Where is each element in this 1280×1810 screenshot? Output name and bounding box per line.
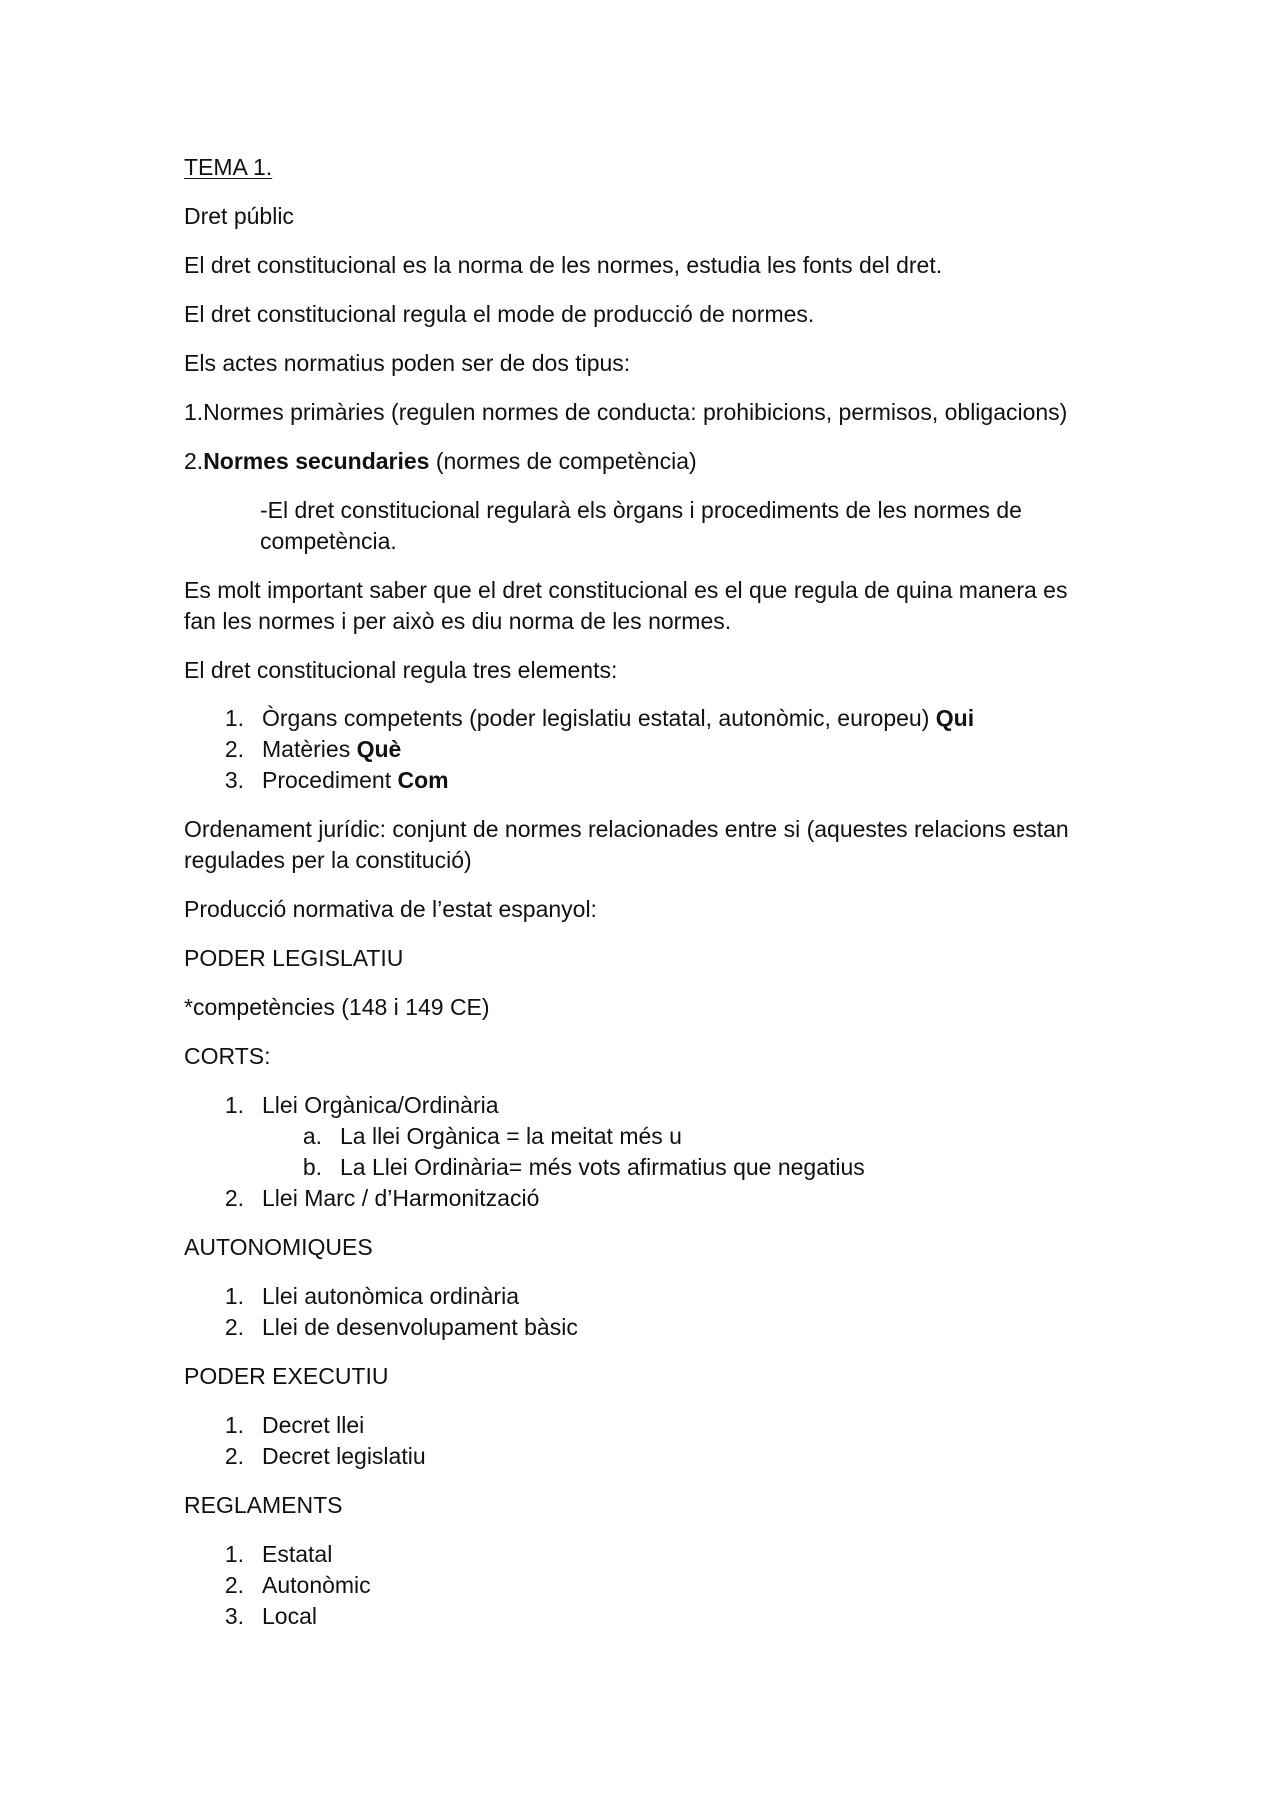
list-item — [184, 703, 1084, 734]
list-text: Òrgans competents (poder legislatiu estatal, autonòmic, europeu) — [262, 705, 936, 731]
list-item — [184, 734, 1084, 765]
list-item — [184, 1312, 1084, 1343]
paragraph-6-line-1: -El dret constitucional regularà els òrgans i procediments de les normes de — [260, 497, 1022, 523]
paragraph-9-line-2: regulades per la constitució) — [184, 847, 472, 873]
heading-poder-legislatiu: PODER LEGISLATIU — [184, 945, 404, 971]
list-number: b. — [302, 1154, 322, 1180]
list-item — [184, 1570, 1084, 1601]
paragraph-2: El dret constitucional regula el mode de producció de normes. — [184, 301, 815, 327]
list-number: 2. — [224, 1572, 244, 1598]
list-item — [184, 765, 1084, 796]
list-text: Matèries — [262, 736, 357, 762]
list-number: 1. — [224, 1541, 244, 1567]
list-text: Procediment — [262, 767, 398, 793]
list-text: La Llei Ordinària= més vots afirmatius que negatius — [340, 1154, 865, 1180]
subject-heading: Dret públic — [184, 203, 294, 229]
list-item — [184, 1601, 1084, 1632]
paragraph-4: 1.Normes primàries (regulen normes de conducta: prohibicions, permisos, obligacions) — [184, 399, 1068, 425]
list-number: 3. — [224, 767, 244, 793]
list-number: a. — [302, 1123, 322, 1149]
list-number: 1. — [224, 1283, 244, 1309]
paragraph-7-line-1: Es molt important saber que el dret constitucional es el que regula de quina manera es — [184, 577, 1068, 603]
list-item — [184, 1090, 1084, 1121]
list-text: Local — [262, 1603, 317, 1629]
list-text: La llei Orgànica = la meitat més u — [340, 1123, 682, 1149]
list-text: Autonòmic — [262, 1572, 371, 1598]
sub-list-item — [262, 1121, 1082, 1152]
list-number: 3. — [224, 1603, 244, 1629]
list-item — [184, 1410, 1084, 1441]
p5-prefix: 2. — [184, 448, 204, 474]
list-number: 1. — [224, 705, 244, 731]
list-bold: Com — [397, 767, 449, 793]
paragraph-1: El dret constitucional es la norma de les normes, estudia les fonts del dret. — [184, 252, 943, 278]
competencies-note: *competències (148 i 149 CE) — [184, 994, 490, 1020]
list-number: 2. — [224, 736, 244, 762]
sub-list-item — [262, 1152, 1082, 1183]
paragraph-5 — [184, 446, 697, 477]
list-text: Estatal — [262, 1541, 333, 1567]
list-number: 1. — [224, 1412, 244, 1438]
list-item — [184, 1441, 1084, 1472]
paragraph-8: El dret constitucional regula tres elements: — [184, 657, 618, 683]
list-number: 2. — [224, 1443, 244, 1469]
list-item — [184, 1183, 1084, 1214]
list-number: 2. — [224, 1314, 244, 1340]
list-text: Llei Marc / d’Harmonització — [262, 1185, 540, 1211]
list-text: Decret legislatiu — [262, 1443, 426, 1469]
paragraph-6-line-2: competència. — [260, 528, 397, 554]
list-item — [184, 1539, 1084, 1570]
page-title: TEMA 1. — [184, 154, 273, 180]
list-text: Llei de desenvolupament bàsic — [262, 1314, 578, 1340]
list-bold: Qui — [935, 705, 975, 731]
list-bold: Què — [356, 736, 402, 762]
heading-poder-executiu: PODER EXECUTIU — [184, 1363, 389, 1389]
paragraph-10: Producció normativa de l’estat espanyol: — [184, 896, 597, 922]
list-number: 1. — [224, 1092, 244, 1118]
paragraph-7-line-2: fan les normes i per això es diu norma de les normes. — [184, 608, 732, 634]
paragraph-3: Els actes normatius poden ser de dos tipus: — [184, 350, 631, 376]
heading-reglaments: REGLAMENTS — [184, 1492, 343, 1518]
list-text: Llei autonòmica ordinària — [262, 1283, 519, 1309]
list-text: Decret llei — [262, 1412, 365, 1438]
list-item — [184, 1281, 1084, 1312]
p5-suffix: (normes de competència) — [429, 448, 697, 474]
p5-bold: Normes secundaries — [203, 448, 430, 474]
list-number: 2. — [224, 1185, 244, 1211]
heading-corts: CORTS: — [184, 1043, 271, 1069]
heading-autonomiques: AUTONOMIQUES — [184, 1234, 373, 1260]
list-text: Llei Orgànica/Ordinària — [262, 1092, 499, 1118]
paragraph-9-line-1: Ordenament jurídic: conjunt de normes relacionades entre si (aquestes relacions estan — [184, 816, 1069, 842]
